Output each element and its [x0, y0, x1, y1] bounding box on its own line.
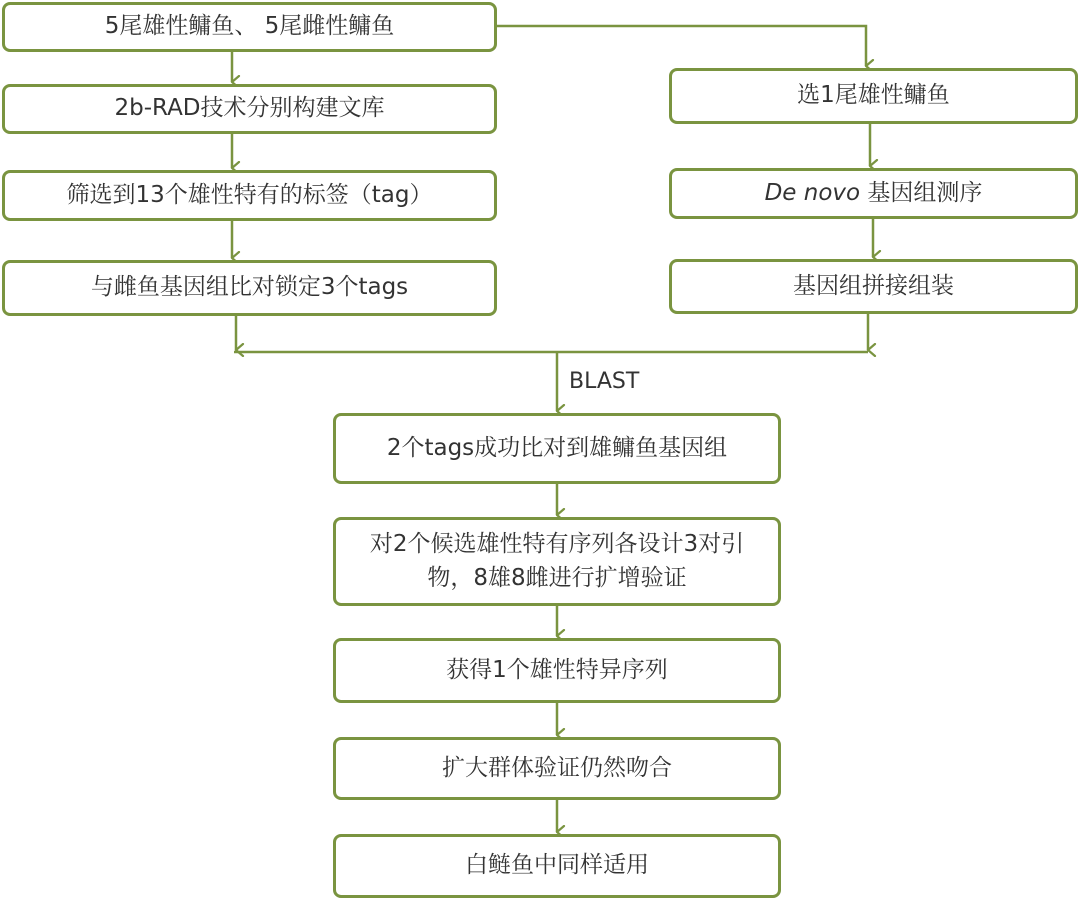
step-box-left-2 — [2, 84, 497, 134]
step-box-left-3 — [2, 170, 497, 221]
step-text-main-2-line1: 对2个候选雄性特有序列各设计3对引 — [369, 531, 745, 558]
step-text-main-3: 获得1个雄性特异序列 — [446, 656, 668, 683]
step-text-right-2 — [765, 177, 983, 210]
step-text-left-3: 筛选到13个雄性特有的标签（tag） — [66, 181, 433, 208]
step-text-main-2-line2: 物，8雄8雌进行扩增验证 — [427, 564, 687, 591]
step-box-main-5 — [333, 834, 781, 898]
step-box-main-3 — [333, 638, 781, 703]
step-box-main-2 — [333, 517, 781, 606]
step-text-left-2: 2b-RAD技术分别构建文库 — [114, 95, 385, 122]
step-box-left-1 — [2, 2, 497, 52]
step-box-main-1 — [333, 413, 781, 484]
connector-top-to-right — [497, 26, 866, 66]
step-box-left-4 — [2, 260, 497, 316]
step-text-left-1: 5尾雄性鳙鱼、 5尾雌性鳙鱼 — [104, 13, 395, 40]
step-text-main-1: 2个tags成功比对到雄鳙鱼基因组 — [386, 434, 728, 461]
step-box-main-4 — [333, 737, 781, 800]
step-text-main-4: 扩大群体验证仍然吻合 — [442, 754, 672, 781]
step-text-right-2-italic: De novo — [764, 179, 861, 206]
step-text-right-2-rest: 基因组测序 — [860, 179, 983, 206]
step-text-right-3: 基因组拼接组装 — [793, 272, 954, 299]
step-text-right-1: 选1尾雄性鳙鱼 — [797, 82, 950, 109]
step-box-right-1 — [669, 68, 1078, 124]
step-box-right-3 — [669, 259, 1078, 314]
step-box-right-2 — [669, 168, 1078, 219]
step-text-left-4: 与雌鱼基因组比对锁定3个tags — [90, 274, 409, 301]
blast-label: BLAST — [569, 369, 640, 394]
step-text-main-5: 白鲢鱼中同样适用 — [465, 852, 649, 879]
